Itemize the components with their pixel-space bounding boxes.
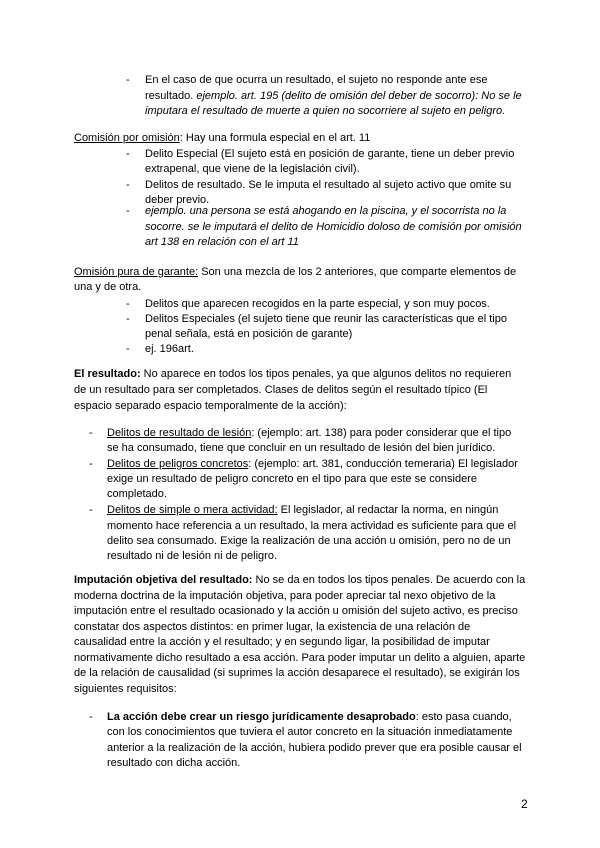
section-heading-line (74, 572, 525, 588)
section-heading: Imputación objetiva del resultado: (74, 574, 253, 586)
paragraph-line: En el caso de que ocurra un resultado, el sujeto no responde ante ese (145, 74, 488, 86)
list-item-line (107, 502, 498, 518)
section-heading: El resultado: (74, 368, 141, 380)
section-heading: Omisión pura de garante: (74, 266, 199, 278)
paragraph-line (145, 88, 522, 104)
text-span: No aparece en todos los tipos penales, ya que algunos delitos no requieren (140, 368, 512, 380)
list-item-line: deber previo. (145, 194, 210, 206)
list-item-line: Delitos de resultado. Se le imputa el resultado al sujeto activo que omite su (145, 179, 512, 191)
list-item-line: momento hace referencia a un resultado, la mera actividad es suficiente para que el (107, 520, 517, 532)
list-item-line: penal señala, está en posición de garante) (145, 328, 353, 340)
text-span: : (ejemplo: art. 138) para poder considerar que el tipo (251, 427, 512, 439)
text-span: Son una mezcla de los 2 anteriores, que comparte elementos de (198, 266, 517, 278)
list-item-line: con los conocimientos que tuviera el autor concreto en la situación inmediatamente (107, 726, 513, 738)
list-item-line: resultado con dicha acción. (107, 757, 241, 769)
term: Delitos de peligros concretos (107, 458, 249, 470)
list-item-line: ej. 196art. (145, 343, 194, 355)
paragraph-line: imputación entre el resultado ocasionado y la acción u omisión del sujeto activo, es preciso (74, 605, 518, 617)
text-span: resultado. (145, 90, 197, 102)
list-bullet: - (126, 313, 130, 325)
paragraph-line: de un resultado para ser completados. Clases de delitos según el resultado típico (El (74, 384, 488, 396)
list-item-line: delito sea consumado. Exige la realización de una acción u omisión, pero no de un (107, 535, 511, 547)
list-bullet: - (126, 343, 130, 355)
list-item-line: se ha consumado, tiene que concluir en un resultado de lesión del bien jurídico. (107, 442, 496, 454)
text-span: : (ejemplo: art. 381, conducción temeraria) El legislador (248, 458, 518, 470)
list-item-line: Delitos Especiales (el sujeto tiene que reunir las características que el tipo (145, 313, 507, 325)
list-item-line: extrapenal, que viene de la legislación civil). (145, 163, 360, 175)
list-item-line: exige un resultado de peligro concreto en el tipo para que este se considere (107, 473, 477, 485)
list-item-line: completado. (107, 488, 167, 500)
list-bullet: - (126, 205, 130, 217)
paragraph-line: imputara el resultado de muerte a quien no socorriere al sujeto en peligro. (145, 105, 506, 117)
list-bullet: - (126, 148, 130, 160)
term: Delitos de simple o mera actividad: (107, 504, 278, 516)
list-bullet: - (89, 458, 93, 470)
term: La acción debe crear un riesgo jurídicamente desaprobado (107, 711, 416, 723)
paragraph-line: espacio separado espacio temporalmente de la acción): (74, 400, 347, 412)
paragraph-line: una y de otra. (74, 281, 142, 293)
section-heading-line (74, 366, 511, 382)
page-number: 2 (521, 797, 528, 811)
list-bullet: - (89, 711, 93, 723)
list-item-line: socorre. se le imputará el delito de Homicidio doloso de comisión por omisión (145, 221, 522, 233)
list-item-line: Delitos que aparecen recogidos en la parte especial, y son muy pocos. (145, 298, 490, 310)
text-span: : Hay una formula especial en el art. 11 (179, 132, 371, 144)
example-text: ejemplo. art. 195 (delito de omisión del deber de socorro): No se le (196, 90, 522, 102)
paragraph-line: siguientes requisitos: (74, 683, 177, 695)
text-span: No se da en todos los tipos penales. De acuerdo con la (252, 574, 526, 586)
paragraph-line: constatar dos aspectos distintos: en primer lugar, la existencia de una relación de (74, 621, 471, 633)
text-span: El legislador, al redactar la norma, en ningún (277, 504, 499, 516)
list-item-line: Delito Especial (El sujeto está en posición de garante, tiene un deber previo (145, 148, 515, 160)
list-item-line (107, 456, 518, 472)
paragraph-line: de la relación de causalidad (si suprimes la acción desaparece el resultado), se exigirán los (74, 667, 520, 679)
list-bullet: - (89, 427, 93, 439)
list-item-line (107, 425, 511, 441)
list-bullet: - (126, 298, 130, 310)
text-span: : esto pasa cuando, (415, 711, 512, 723)
list-bullet: - (89, 504, 93, 516)
section-heading-line (74, 264, 516, 280)
paragraph-line: normativamente dicho resultado a esa acción. Para poder imputar un delito a alguien, aparte (74, 652, 526, 664)
list-item-line: resultado ni de lesión ni de peligro. (107, 550, 278, 562)
section-heading-line (74, 130, 370, 146)
list-item-line: ejemplo. una persona se está ahogando en la piscina, y el socorrista no la (145, 205, 507, 217)
list-item-line: art 138 en relación con el art 11 (145, 236, 299, 248)
list-item-line: anterior a la realización de la acción, hubiera podido prever que era posible causar el (107, 742, 522, 754)
list-bullet: - (126, 74, 130, 86)
list-bullet: - (126, 179, 130, 191)
list-item-line (107, 709, 512, 725)
term: Delitos de resultado de lesión (107, 427, 252, 439)
paragraph-line: causalidad entre la acción y el resultado; y en segundo ligar, la posibilidad de imputar (74, 636, 490, 648)
paragraph-line: moderna doctrina de la imputación objetiva, para poder apreciar tal nexo objetivo de la (74, 590, 496, 602)
section-heading: Comisión por omisión (74, 132, 180, 144)
